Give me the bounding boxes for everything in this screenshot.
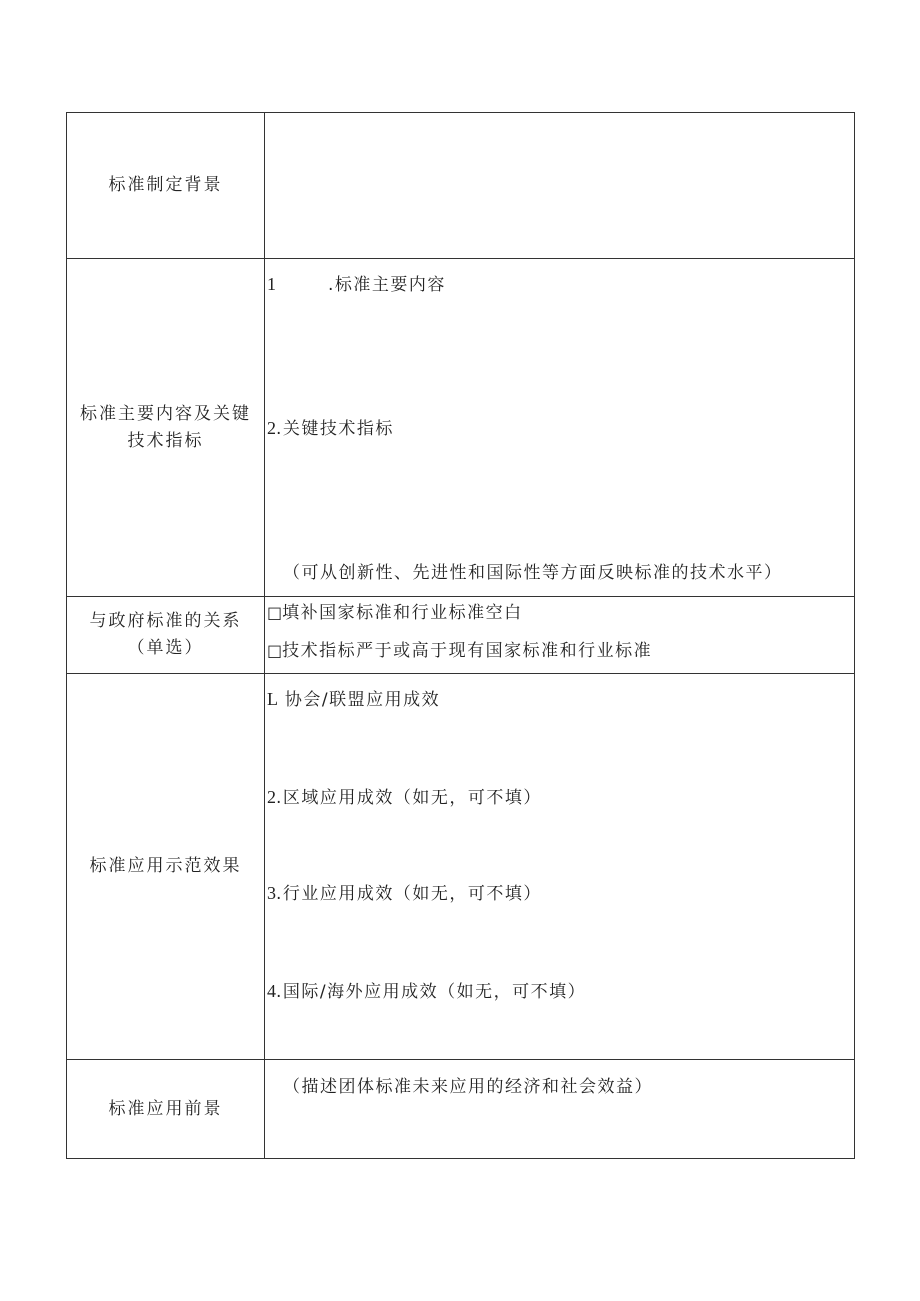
label-content-line2: 技术指标: [127, 430, 204, 451]
label-prospect-text: 标准应用前景: [108, 1098, 223, 1119]
content-item-2-number: 2: [267, 418, 276, 438]
row-content: [67, 259, 855, 597]
content-item-1: [267, 272, 446, 297]
label-relation: [67, 597, 265, 674]
field-prospect[interactable]: [265, 1060, 855, 1159]
prospect-hint: （描述团体标准未来应用的经济和社会效益）: [283, 1077, 653, 1097]
label-effect-text: 标准应用示范效果: [89, 856, 242, 876]
standard-application-form: [66, 112, 855, 1159]
relation-option-2-checkbox[interactable]: □: [267, 641, 283, 660]
content-item-1-number: 1: [267, 274, 276, 294]
label-relation-line2: （单选）: [127, 638, 204, 658]
effect-item-4: [267, 979, 586, 1004]
effect-item-2-text: .区域应用成效（如无，可不填）: [276, 788, 542, 808]
effect-item-4-text: .国际/海外应用成效（如无，可不填）: [276, 982, 587, 1002]
effect-item-1: [267, 687, 440, 712]
field-background[interactable]: [265, 113, 855, 259]
relation-option-2[interactable]: [267, 639, 652, 663]
row-background: [67, 113, 855, 259]
row-relation: [67, 597, 855, 674]
label-background-text: 标准制定背景: [108, 175, 223, 195]
effect-item-1-number: L: [267, 689, 278, 709]
label-content: [67, 259, 265, 597]
label-content-line1: 标准主要内容及关键: [80, 403, 251, 424]
content-item-2: [267, 416, 394, 441]
effect-item-3-text: .行业应用成效（如无，可不填）: [276, 884, 542, 904]
relation-option-2-text: 技术指标严于或高于现有国家标准和行业标准: [282, 641, 653, 661]
effect-item-3-number: 3: [267, 883, 276, 903]
field-content[interactable]: [265, 259, 855, 597]
effect-item-2: [267, 785, 542, 810]
relation-option-1-checkbox[interactable]: □: [267, 603, 283, 622]
field-relation: [265, 597, 855, 674]
label-background: [67, 113, 265, 259]
effect-item-2-number: 2: [267, 787, 276, 807]
effect-item-4-number: 4: [267, 981, 276, 1001]
effect-item-1-text: 协会/联盟应用成效: [278, 690, 441, 710]
row-effect: [67, 674, 855, 1060]
content-item-2-text: .关键技术指标: [276, 419, 394, 439]
field-effect[interactable]: [265, 674, 855, 1060]
label-effect: [67, 674, 265, 1060]
label-prospect: [67, 1060, 265, 1159]
relation-option-1-text: 填补国家标准和行业标准空白: [282, 603, 523, 623]
content-item-1-text: .标准主要内容: [328, 275, 446, 295]
row-prospect: [67, 1060, 855, 1159]
label-relation-line1: 与政府标准的关系: [89, 611, 242, 631]
content-hint: （可从创新性、先进性和国际性等方面反映标准的技术水平）: [283, 563, 783, 583]
effect-item-3: [267, 881, 542, 906]
relation-option-1[interactable]: [267, 601, 523, 625]
